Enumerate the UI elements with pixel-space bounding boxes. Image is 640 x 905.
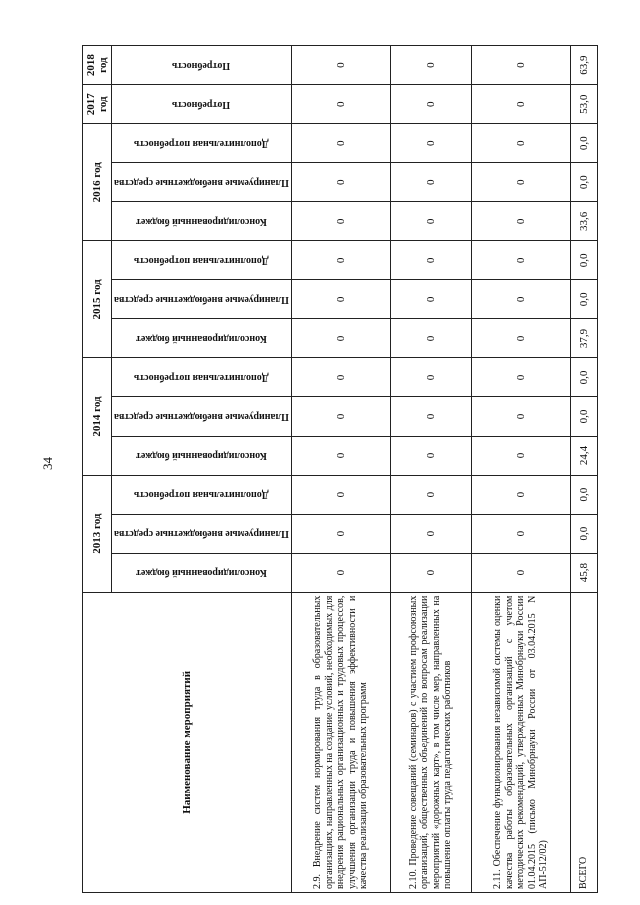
table-row — [291, 46, 390, 893]
row-value: 0 — [291, 46, 390, 85]
row-value: 0 — [390, 163, 471, 202]
row-value: 0,0 — [571, 397, 598, 436]
row-value: 0 — [471, 553, 570, 592]
col-header: Планируемые внебюджетные средства — [112, 397, 292, 436]
year-2018: 2018 год — [83, 46, 112, 85]
row-name: 2.10. Проведение совещаний (семинаров) с участием профсоюзных организаций, общественных объединений по вопросам реализации мероприятий «дорожных карт», в том числе мер, направленных на повышение оплаты труда педагогических работников — [390, 592, 471, 892]
year-2017: 2017 год — [83, 85, 112, 124]
row-value: 0 — [390, 397, 471, 436]
row-value: 33,6 — [571, 202, 598, 241]
header-row-years — [83, 46, 112, 893]
row-value: 0 — [291, 163, 390, 202]
rotated-table-container — [82, 45, 598, 893]
row-value: 0,0 — [571, 241, 598, 280]
year-2016: 2016 год — [83, 124, 112, 241]
row-value: 0 — [291, 553, 390, 592]
row-value: 0 — [291, 514, 390, 553]
row-value: 0 — [471, 202, 570, 241]
row-value: 0 — [390, 514, 471, 553]
row-value: 0 — [291, 358, 390, 397]
table-body — [291, 46, 597, 893]
row-value: 0,0 — [571, 124, 598, 163]
col-header: Планируемые внебюджетные средства — [112, 514, 292, 553]
col-header: Потребность — [112, 46, 292, 85]
row-value: 0 — [471, 46, 570, 85]
row-value: 0 — [471, 280, 570, 319]
col-header: Дополнительная потребность — [112, 124, 292, 163]
row-value: 0 — [471, 436, 570, 475]
row-value: 0 — [390, 553, 471, 592]
row-value: 0 — [471, 124, 570, 163]
budget-table — [82, 45, 598, 893]
row-name: 2.9. Внедрение систем нормирования труда в образовательных организациях, направленных на создание условий, необходимых для внедрения рациональных организационных и трудовых процессов, улучшения организации труда и повышения эффективности и качества реализации образовательных программ — [291, 592, 390, 892]
year-2015: 2015 год — [83, 241, 112, 358]
col-header: Планируемые внебюджетные средства — [112, 163, 292, 202]
row-value: 0 — [390, 319, 471, 358]
col-header: Консолидированный бюджет — [112, 436, 292, 475]
row-value: 0 — [291, 124, 390, 163]
row-value: 0 — [471, 241, 570, 280]
row-value: 63,9 — [571, 46, 598, 85]
row-value: 0,0 — [571, 514, 598, 553]
col-header: Консолидированный бюджет — [112, 553, 292, 592]
col-header: Дополнительная потребность — [112, 358, 292, 397]
row-value: 53,0 — [571, 85, 598, 124]
row-value: 0 — [291, 475, 390, 514]
row-value: 0 — [471, 358, 570, 397]
row-value: 0 — [390, 241, 471, 280]
col-header: Консолидированный бюджет — [112, 319, 292, 358]
row-value: 0 — [390, 436, 471, 475]
year-2013: 2013 год — [83, 475, 112, 592]
row-value: 0,0 — [571, 475, 598, 514]
row-value: 0 — [390, 358, 471, 397]
row-value: 0 — [291, 397, 390, 436]
row-value: 0 — [390, 280, 471, 319]
row-value: 0 — [390, 124, 471, 163]
row-value: 0,0 — [571, 163, 598, 202]
col-header: Планируемые внебюджетные средства — [112, 280, 292, 319]
col-header: Дополнительная потребность — [112, 241, 292, 280]
page-number: 34 — [40, 457, 55, 470]
year-2014: 2014 год — [83, 358, 112, 475]
table-row — [471, 46, 570, 893]
row-value: 0 — [390, 46, 471, 85]
row-value: 37,9 — [571, 319, 598, 358]
row-name: 2.11. Обеспечение функционирования независимой системы оценки качества работы образовательных организаций с учетом методических рекомендаций, утвержденных Минобрнауки России 01.04.2015 (письмо Минобрнауки России от 03.04.2015 N АП-512/02) — [471, 592, 570, 892]
row-value: 0 — [471, 514, 570, 553]
row-value: 0 — [291, 85, 390, 124]
row-value: 0 — [471, 319, 570, 358]
table-row — [390, 46, 471, 893]
row-value: 24,4 — [571, 436, 598, 475]
col-header: Дополнительная потребность — [112, 475, 292, 514]
row-value: 0 — [291, 241, 390, 280]
row-value: 0 — [291, 319, 390, 358]
table-row — [571, 46, 598, 893]
row-value: 0 — [291, 436, 390, 475]
row-value: 0 — [471, 163, 570, 202]
row-value: 0 — [390, 85, 471, 124]
header-name-col: Наименование мероприятий — [83, 592, 292, 892]
row-value: 0 — [471, 475, 570, 514]
row-value: 0 — [291, 202, 390, 241]
row-value: 0 — [471, 397, 570, 436]
col-header: Потребность — [112, 85, 292, 124]
row-name: ВСЕГО — [571, 592, 598, 892]
row-value: 0 — [390, 202, 471, 241]
row-value: 0,0 — [571, 358, 598, 397]
row-value: 0 — [390, 475, 471, 514]
row-value: 0 — [471, 85, 570, 124]
row-value: 0,0 — [571, 280, 598, 319]
row-value: 0 — [291, 280, 390, 319]
row-value: 45,8 — [571, 553, 598, 592]
col-header: Консолидированный бюджет — [112, 202, 292, 241]
